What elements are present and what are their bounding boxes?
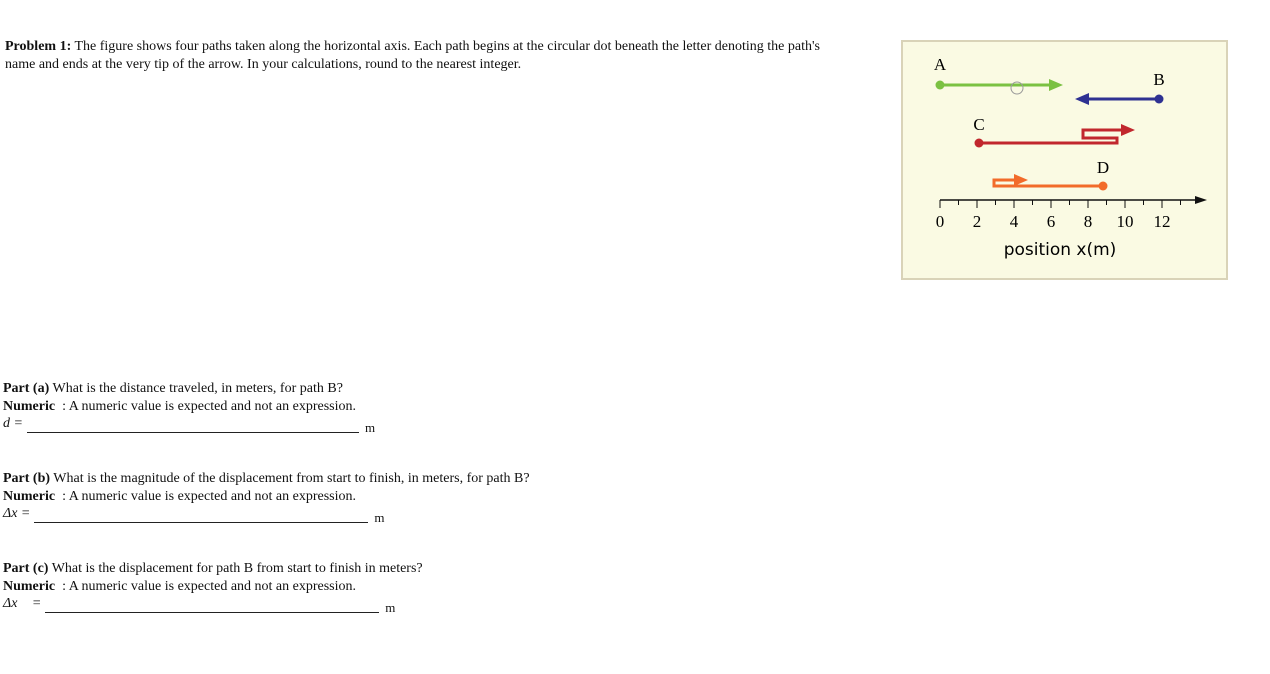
part-a-type-hint: : A numeric value is expected and not an expression.: [62, 399, 357, 414]
part-c-answer-row: [3, 595, 395, 613]
part-c-type-row: [3, 578, 356, 596]
path-b-label: B: [1153, 70, 1165, 89]
path-a-arrowhead: [1049, 79, 1063, 91]
part-b-unit: m: [374, 510, 385, 525]
part-a-answer-input[interactable]: [27, 418, 359, 433]
part-c-variable: Δx⃗ =: [3, 596, 42, 611]
part-b-type-hint: : A numeric value is expected and not an expression.: [62, 489, 357, 504]
path-b-arrowhead: [1075, 93, 1089, 105]
path-a-label: A: [933, 55, 947, 74]
part-a-unit: m: [364, 420, 376, 435]
part-c-question: [3, 560, 423, 578]
part-a-type-label: Numeric: [3, 399, 56, 414]
part-b-type-row: [3, 488, 356, 506]
paths-figure: [901, 40, 1228, 280]
part-c-text: What is the displacement for path B from start to finish in meters?: [51, 561, 423, 576]
part-a-answer-row: [3, 415, 375, 433]
part-a-label: Part (a): [3, 381, 50, 396]
axis-ticks: [940, 200, 1181, 208]
problem-text: The figure shows four paths taken along the horizontal axis. Each path begins at the circular dot beneath the letter denoting the path's name and ends at the very tip of the arrow. In your calculations, round to the nearest integer.: [5, 39, 820, 72]
problem-label: Problem 1:: [5, 39, 72, 54]
path-c-start-dot: [975, 139, 984, 148]
tick-label-0: 0: [935, 212, 945, 231]
part-c-label: Part (c): [3, 561, 49, 576]
part-c-type-label: Numeric: [3, 579, 56, 594]
part-a-question: [3, 380, 343, 398]
path-d-line: [994, 180, 1103, 186]
part-b-text: What is the magnitude of the displacement from start to finish, in meters, for path B?: [53, 471, 530, 486]
path-c-arrowhead: [1121, 124, 1135, 136]
path-a-start-dot: [936, 81, 945, 90]
part-b-question: [3, 470, 530, 488]
path-b-start-dot: [1155, 95, 1164, 104]
part-c-answer-input[interactable]: [45, 598, 379, 613]
tick-label-4: 4: [1009, 212, 1019, 231]
part-c-unit: m: [385, 600, 396, 615]
problem-statement: [5, 38, 835, 74]
path-d-start-dot: [1099, 182, 1108, 191]
paths-figure-svg: [903, 42, 1226, 278]
path-c-line: [979, 130, 1125, 143]
tick-label-2: 2: [972, 212, 982, 231]
part-b-variable: Δx =: [3, 506, 31, 521]
path-d-arrowhead: [1014, 174, 1028, 186]
part-a-type-row: [3, 398, 356, 416]
part-a-variable: d =: [3, 416, 23, 431]
part-b-answer-input[interactable]: [34, 508, 368, 523]
part-b-answer-row: [3, 505, 385, 523]
tick-label-8: 8: [1083, 212, 1093, 231]
path-c-label: C: [973, 115, 985, 134]
tick-label-10: 10: [1116, 212, 1134, 231]
part-a-text: What is the distance traveled, in meters, for path B?: [52, 381, 343, 396]
path-d-label: D: [1096, 158, 1110, 177]
part-c-type-hint: : A numeric value is expected and not an expression.: [62, 579, 357, 594]
position-axis-arrowhead: [1195, 196, 1207, 204]
tick-label-6: 6: [1046, 212, 1056, 231]
tick-label-12: 12: [1153, 212, 1171, 231]
axis-label: position x(m): [1003, 240, 1117, 260]
part-b-label: Part (b): [3, 471, 51, 486]
part-b-type-label: Numeric: [3, 489, 56, 504]
